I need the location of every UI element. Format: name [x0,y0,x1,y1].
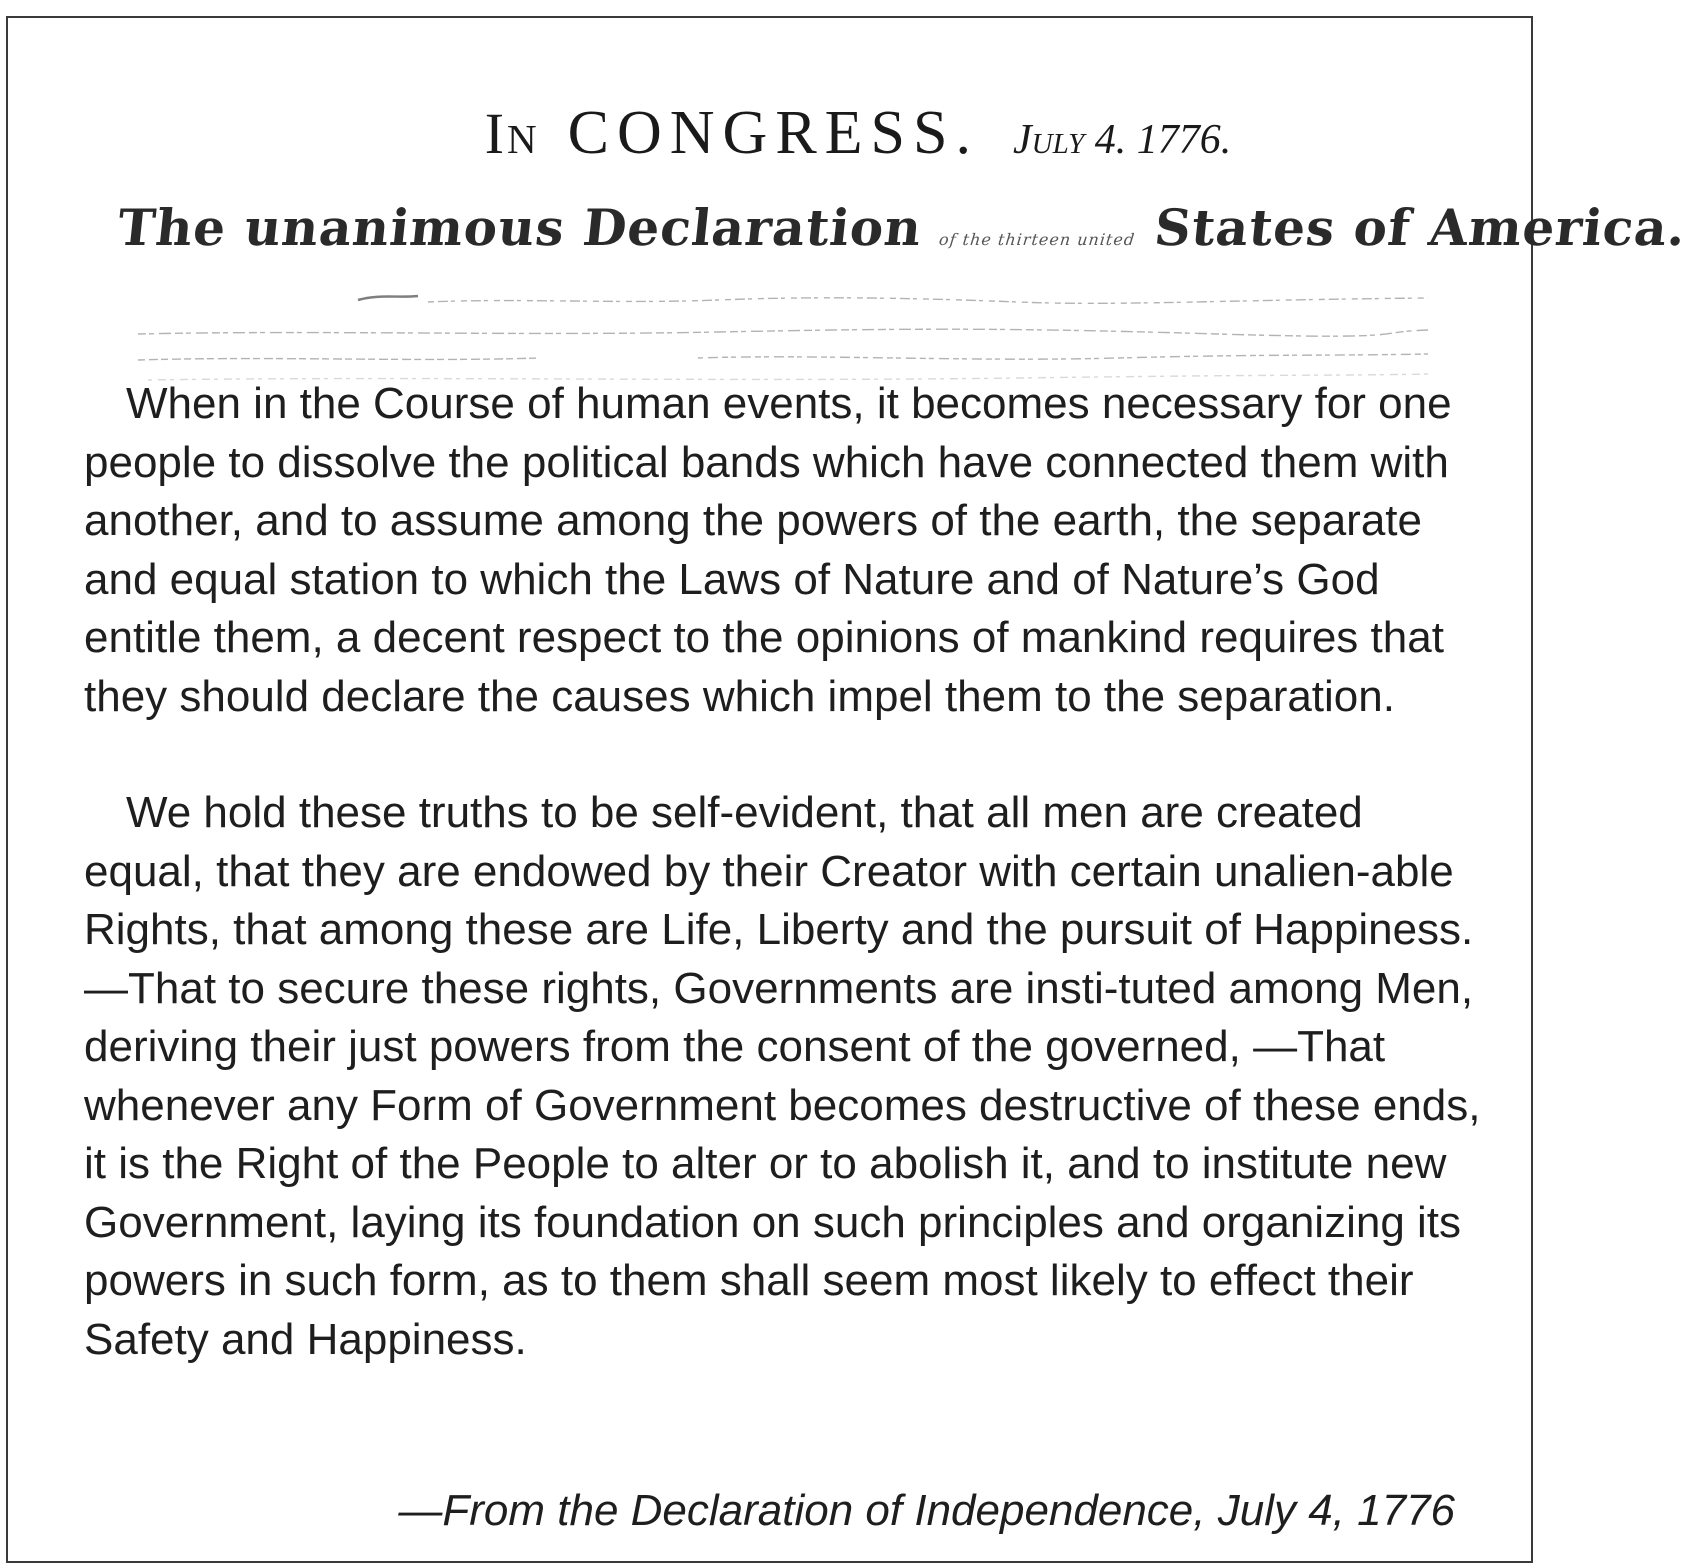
excerpt-paragraph-1: When in the Course of human events, it becomes necessary for one people to dissolve the political bands which have connected them with another, and to assume among the powers of the earth, the separate and equal station to which the Laws of Nature and of Nature’s God entitle them, a decent respect to the opinions of mankind requires that they should declare the causes which impel them to the separation. [84,379,1452,721]
faded-script-lines [118,288,1438,388]
declaration-title-small: of the thirteen united [938,230,1137,249]
source-citation: —From the Declaration of Independence, July 4, 1776 [398,1486,1455,1535]
declaration-title-part2: States of America. [1151,198,1689,257]
declaration-header-image [108,88,1689,388]
excerpt-paragraph-2: We hold these truths to be self-evident, that all men are created equal, that they are endowed by their Creator with certain unalien-able Rights, that among these are Life, Liberty and the pursuit of Happiness.—That to secure these rights, Governments are insti-tuted among Men, deriving their just powers from the consent of the governed, —That whenever any Form of Government becomes destructive of these ends, it is the Right of the People to alter or to abolish it, and to institute new Government, laying its foundation on such principles and organizing its powers in such form, as to them shall seem most likely to effect their Safety and Happiness. [84,788,1481,1364]
congress-heading-main: CONGRESS. [567,99,980,167]
document-frame [6,16,1689,1563]
congress-heading-in: In [484,101,540,166]
declaration-title [114,198,1689,257]
declaration-excerpt [84,375,1484,1369]
congress-heading-date: July 4. 1776. [1013,117,1232,163]
congress-heading [408,98,1308,169]
declaration-title-part1: The unanimous Declaration [114,198,926,257]
